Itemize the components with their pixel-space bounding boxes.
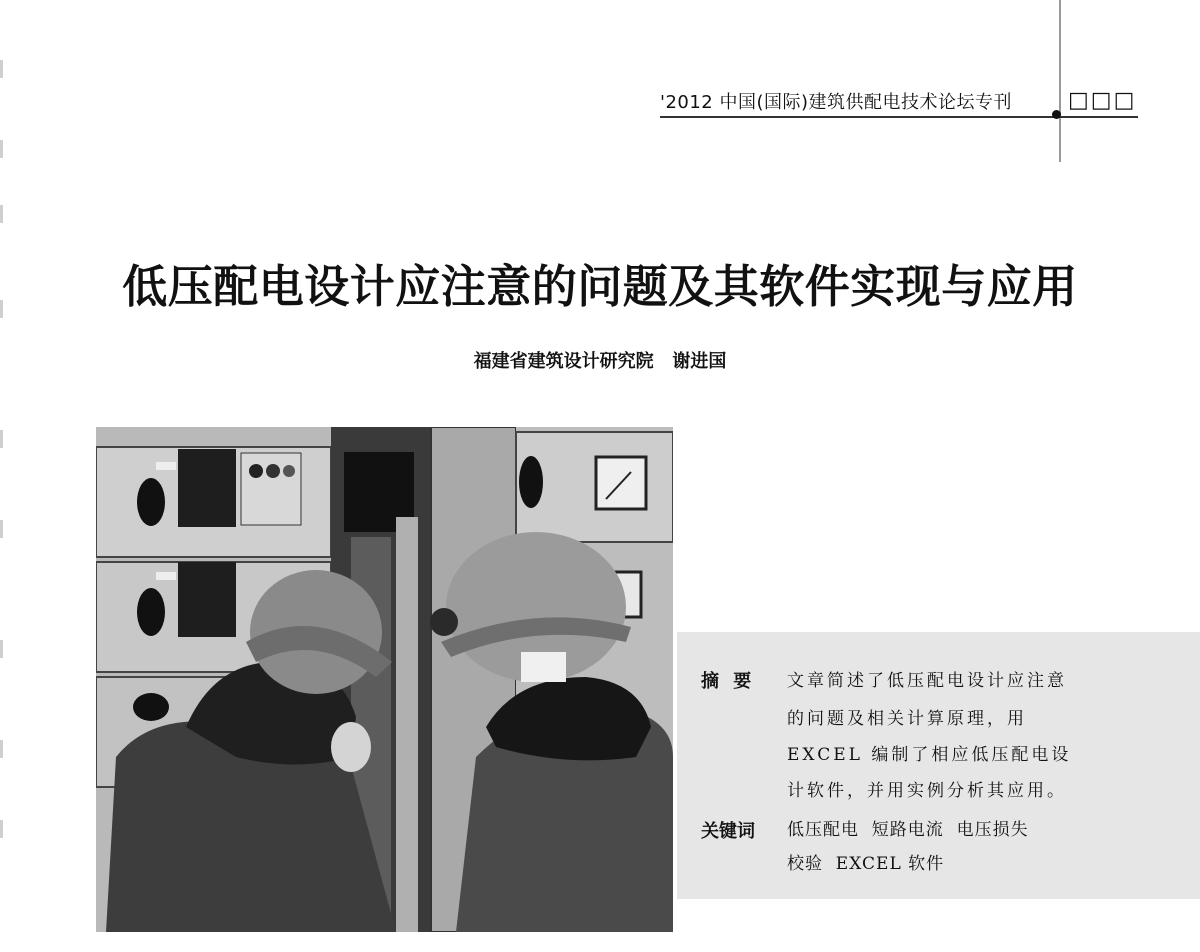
- abstract-line: EXCEL 编制了相应低压配电设: [787, 745, 1072, 765]
- workers-switchgear-photo: [96, 427, 673, 932]
- article-title: 低压配电设计应注意的问题及其软件实现与应用: [122, 260, 1078, 313]
- running-header: [660, 88, 1138, 118]
- page-edge-marks: [0, 0, 6, 952]
- keywords-line: 低压配电 短路电流 电压损失: [787, 820, 1029, 840]
- running-title: '2012 中国(国际)建筑供配电技术论坛专刊: [660, 92, 1013, 113]
- abstract-line: 的问题及相关计算原理，用: [787, 709, 1027, 729]
- keywords-line: 校验 EXCEL 软件: [787, 854, 945, 874]
- placeholder-boxes: □□□: [1068, 88, 1137, 113]
- abstract-label: 摘 要: [701, 671, 756, 692]
- abstract-panel: [677, 632, 1200, 899]
- abstract-line: 文章简述了低压配电设计应注意: [787, 671, 1067, 691]
- abstract-line: 计软件，并用实例分析其应用。: [787, 781, 1067, 801]
- author-affiliation: 福建省建筑设计研究院 谢进国: [473, 351, 727, 372]
- header-vertical-rule: [1059, 0, 1061, 162]
- keywords-label: 关键词: [701, 821, 755, 842]
- bullet-icon: [1052, 110, 1061, 119]
